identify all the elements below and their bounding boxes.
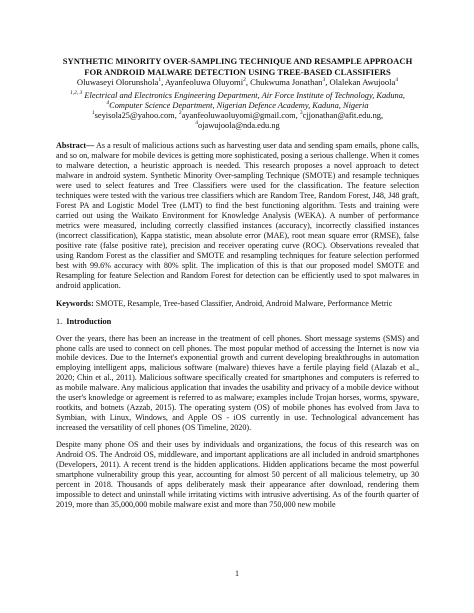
author-sup: 4 [395, 77, 399, 84]
affiliation-sup: 4 [106, 99, 110, 106]
abstract-label: Abstract— [56, 141, 95, 151]
email-line [56, 111, 419, 121]
author-name: Olalekan Awujoola [329, 77, 396, 87]
affiliation-line-1 [56, 91, 419, 101]
author-sup: 1 [158, 77, 162, 84]
email-sup: 4 [195, 120, 199, 127]
author-name: Ayanfeoluwa Oluyomi [164, 77, 244, 87]
section-title: Introduction [66, 316, 112, 326]
author-name: Chukwuma Jonathan [250, 77, 323, 87]
title-line-1: SYNTHETIC MINORITY OVER-SAMPLING TECHNIQUE AND RESAMPLE APPROACH [62, 56, 413, 66]
body-paragraph: Despite many phone OS and their uses by individuals and organizations, the focus of this research was on Android OS. The Android OS, middleware, and important applications are all included in android smartphones (Developers, 2011). A recent trend is the hidden applications. Hidden applications became the most powerful smartphone vulnerability group this year, accounting for almost 50 percent of all malicious telemetry, up 30 percent in 2018. Thousands of apps deliberately mask their appearance after download, rendering them impossible to detect and uninstall while irritating victims with intrusive advertising. As of the fourth quarter of 2019, more than 35,000,000 mobile malware exist and more than 750,000 new mobile [56, 440, 419, 509]
email-sup: 3 [299, 110, 303, 117]
affiliation-text: Electrical and Electronics Engineering Department, Air Force Institute of Technology, Kaduna, [84, 90, 406, 100]
page-number: 1 [235, 569, 239, 578]
paper-page [56, 56, 419, 510]
affiliation-sup: 1,2, 3 [69, 89, 83, 96]
author-sup: 2 [243, 77, 246, 84]
keywords-label: Keywords: [56, 298, 94, 308]
email-sup: 1 [91, 110, 95, 117]
abstract-text: As a result of malicious actions such as harvesting user data and sending spam emails, phone calls, and so on, malware for mobile devices is getting more sophisticated, posing a serious challenge. When it comes to malware detection, a heuristic approach is needed. This research proposes a novel approach to detect malware in android system. Synthetic Minority Over-sampling Technique (SMOTE) and resample techniques were used to select features and Tree Classifiers were used for the classification. The feature selection techniques were tested with the various tree classifiers which are Random Tree, Random Forest, J48, J48 graft, Forest PA and Logistic Model Tree (LMT) to find the best functioning algorithm. Tests and training were carried out using the Waikato Environment for Knowledge Analysis (WEKA). A number of performance metrics were measured, including correctly classified instances (accuracy), incorrectly classified instances (incorrect classification), Kappa statistic, mean absolute error (MAE), root mean square error (RMSE), false positive rate (false positive rate), precision and receiver operating curve (ROC). Observations revealed that using Random Forest as the classifier and SMOTE and resampling techniques for feature selection performed best with 99.6% accuracy with 80% split. The implication of this is that our proposed model SMOTE and Resampling for feature Selection and Random Forest for detection can be efficiently used to spot malwares in android application. [56, 141, 419, 290]
paper-title [56, 56, 419, 77]
body-paragraph: Over the years, there has been an increase in the treatment of cell phones. Short message systems (SMS) and phone calls are used to connect on cell phones. The most popular method of accessing the Internet is now via mobile devices. Due to the Internet's exponential growth and current developing breakthroughs in automation employing intelligent apps, malicious software (malware) thieves have a fertile playing field (Alazab et al., 2020; Chin et al., 2011). Malicious software specifically created for smartphones and computers is referred to as mobile malware. Any malicious application that invades the usability and privacy of a mobile device without the user's knowledge or agreement is referred to as malware; examples include Trojan horses, worms, spyware, rootkits, and botnets (Azzab, 2015). The operating system (OS) of mobile phones has evolved from Java to Symbian, with Linux, Windows, and Apple OS - iOS currently in use. Technological advancement has increased the versatility of cell phones (OS Timeline, 2020). [56, 333, 419, 433]
email-line-2 [56, 121, 419, 131]
email-sup: 2 [178, 110, 182, 117]
email-address[interactable]: ojawujoola@nda.edu.ng [198, 121, 280, 131]
author-name: Oluwaseyi Olorunshola [76, 77, 159, 87]
author-list: Oluwaseyi Olorunshola$^1$, Ayanfeoluwa Oluyomi$^2$, Chukwuma Jonathan$^3$, Olalekan Awujoola$^4$ [76, 77, 399, 87]
affiliation-text: Computer Science Department, Nigerian Defence Academy, Kaduna, Nigeria [109, 100, 369, 110]
affiliation-line-2 [56, 101, 419, 111]
title-line-2: FOR ANDROID MALWARE DETECTION USING TREE-BASED CLASSIFIERS [84, 66, 391, 77]
author-sup: 3 [322, 77, 326, 84]
section-number: 1. [56, 316, 63, 326]
affiliations [56, 91, 419, 132]
keywords-text: SMOTE, Resample, Tree-based Classifier, Android, Android Malware, Performance Metric [93, 298, 393, 308]
email-address[interactable]: seyisola25@yahoo.com, [94, 110, 177, 120]
email-address[interactable]: ayanfeoluwaoluyomi@gmail.com, [181, 110, 298, 120]
keywords [56, 299, 419, 309]
abstract [56, 141, 419, 290]
email-address[interactable]: cjjonathan@afit.edu.ng, [302, 110, 384, 120]
section-heading [56, 317, 419, 327]
